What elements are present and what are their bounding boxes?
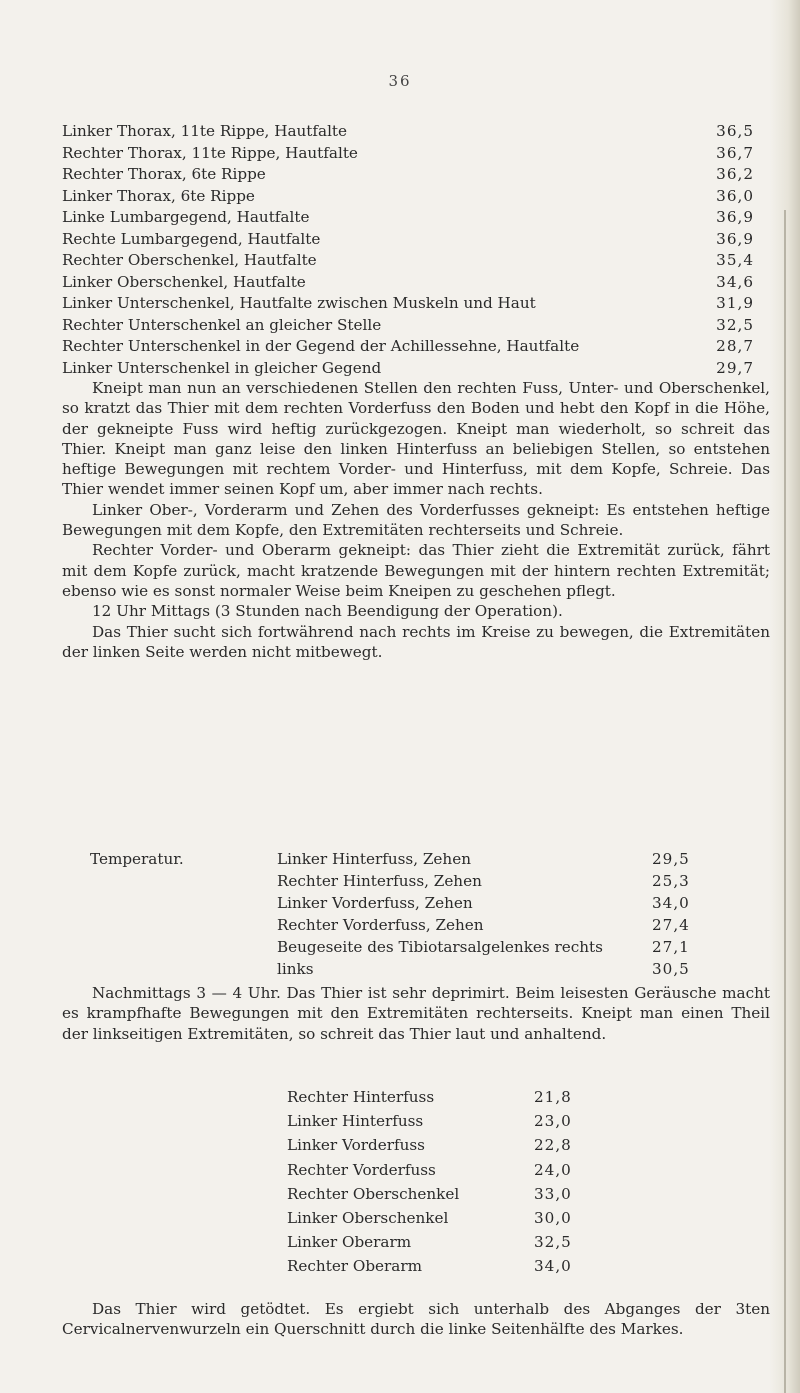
row-label: Linker Unterschenkel, Hautfalte zwischen Muskeln und Haut — [62, 294, 536, 312]
row-label: Rechter Oberschenkel, Hautfalte — [62, 251, 317, 269]
row-value: 36,7 — [716, 143, 754, 162]
row-value: 30,5 — [652, 960, 690, 978]
row-value: 33,0 — [534, 1184, 572, 1203]
paragraph: Linker Ober-, Vorderarm und Zehen des Vorderfusses gekneipt: Es entstehen heftige Bewegungen mit dem Kopfe, den Extremitäten rechterseits und Schreie. — [62, 500, 770, 540]
paragraph-block-3 — [62, 1299, 770, 1340]
table-row — [62, 914, 772, 936]
paragraph: Nachmittags 3 — 4 Uhr. Das Thier ist sehr deprimirt. Beim leisesten Geräusche macht es krampfhafte Bewegungen mit den Extremitäten rechterseits. Kneipt man einen Theil der linkseitigen Extremitäten, so schreit das Thier laut und anhaltend. — [62, 984, 770, 1043]
row-label: Rechter Thorax, 11te Rippe, Hautfalte — [62, 143, 358, 162]
paragraph: Kneipt man nun an verschiedenen Stellen den rechten Fuss, Unter- und Oberschenkel, so kratzt das Thier mit dem rechten Vorderfuss den Boden und hebt den Kopf in die Höhe, der gekneipte Fuss wird heftig zurückgezogen. Kneipt man wiederholt, so schreit das Thier. Kneipt man ganz leise den linken Hinterfuss an beliebigen Stellen, so entstehen heftige Bewegungen mit rechtem Vorder- und Hinterfuss, mit dem Kopfe, Schreie. Das Thier wendet immer seinen Kopf um, aber immer nach rechts. — [62, 379, 770, 499]
row-label: Rechter Unterschenkel in der Gegend der Achillessehne, Hautfalte — [62, 337, 580, 355]
paragraph: 12 Uhr Mittags (3 Stunden nach Beendigung der Operation). — [92, 602, 563, 621]
row-label: Linker Oberschenkel — [287, 1209, 449, 1227]
row-label: links — [277, 960, 314, 978]
paragraph-block-2 — [62, 983, 770, 1044]
table-row — [62, 958, 772, 980]
table-row — [62, 206, 772, 228]
row-value: 36,0 — [716, 186, 754, 205]
row-value: 31,9 — [716, 294, 754, 312]
row-label: Linker Thorax, 11te Rippe, Hautfalte — [62, 122, 348, 140]
row-label: Rechter Oberschenkel — [287, 1184, 460, 1203]
table-row — [62, 848, 772, 870]
row-value: 34,0 — [652, 894, 690, 912]
table-row — [62, 120, 772, 142]
table-row — [62, 335, 772, 357]
row-value: 36,9 — [716, 229, 754, 248]
row-label: Linker Thorax, 6te Rippe — [62, 186, 255, 205]
row-value: 30,0 — [534, 1209, 572, 1227]
row-value: 29,5 — [652, 850, 690, 868]
row-label: Linker Vorderfuss — [287, 1136, 425, 1155]
paragraph-block-1 — [62, 378, 770, 662]
row-label: Rechter Unterschenkel an gleicher Stelle — [62, 315, 382, 334]
row-value: 28,7 — [716, 337, 754, 355]
row-label: Linker Oberarm — [287, 1233, 412, 1252]
row-label: Linke Lumbargegend, Hautfalte — [62, 208, 310, 226]
row-label: Beugeseite des Tibiotarsalgelenkes rechts — [277, 938, 603, 956]
table-row — [62, 870, 772, 892]
row-label: Rechter Hinterfuss — [287, 1088, 435, 1106]
row-value: 32,5 — [534, 1233, 572, 1252]
row-value: 36,5 — [716, 122, 754, 140]
row-value: 34,0 — [534, 1257, 572, 1276]
paragraph: Das Thier sucht sich fortwährend nach rechts im Kreise zu bewegen, die Extremitäten der linken Seite werden nicht mitbewegt. — [62, 622, 770, 661]
table-row — [62, 1231, 772, 1253]
table-row — [62, 292, 772, 314]
row-value: 24,0 — [534, 1160, 572, 1179]
table-row — [62, 249, 772, 271]
row-label: Linker Hinterfuss — [287, 1112, 424, 1131]
table-row — [62, 271, 772, 293]
temperature-label: Temperatur. — [90, 850, 184, 868]
row-value: 36,2 — [716, 165, 754, 183]
row-label: Rechte Lumbargegend, Hautfalte — [62, 229, 321, 248]
table-row — [62, 357, 772, 379]
page-number: 36 — [388, 72, 412, 90]
table-row — [62, 1134, 772, 1156]
table-row — [62, 1255, 772, 1277]
row-label: Linker Oberschenkel, Hautfalte — [62, 272, 306, 291]
table-row — [62, 1159, 772, 1181]
row-value: 22,8 — [534, 1136, 572, 1155]
paragraph: Das Thier wird getödtet. Es ergiebt sich unterhalb des Abganges der 3ten Cervicalnervenwurzeln ein Querschnitt durch die linke Seitenhälfte des Markes. — [62, 1300, 770, 1339]
row-value: 27,1 — [652, 938, 690, 956]
row-value: 21,8 — [534, 1088, 572, 1106]
row-value: 32,5 — [716, 315, 754, 334]
paragraph: Rechter Vorder- und Oberarm gekneipt: das Thier zieht die Extremität zurück, fährt mit dem Kopfe zurück, macht kratzende Bewegungen mit der hintern rechten Extremität; ebenso wie es sonst normaler Weise beim Kneipen zu geschehen pflegt. — [62, 541, 770, 600]
row-value: 25,3 — [652, 872, 690, 890]
table-row — [62, 936, 772, 958]
table-row — [62, 314, 772, 336]
table-row — [62, 1207, 772, 1229]
row-value: 36,9 — [716, 208, 754, 226]
table-row — [62, 1183, 772, 1205]
table-row — [62, 892, 772, 914]
table-row — [62, 185, 772, 207]
table-row — [62, 142, 772, 164]
row-label: Rechter Thorax, 6te Rippe — [62, 165, 266, 183]
row-value: 27,4 — [652, 916, 690, 934]
table-row — [62, 228, 772, 250]
row-label: Rechter Oberarm — [287, 1257, 423, 1276]
row-label: Rechter Vorderfuss — [287, 1160, 436, 1179]
row-value: 34,6 — [716, 272, 754, 291]
row-value: 35,4 — [716, 251, 754, 269]
row-label: Linker Hinterfuss, Zehen — [277, 850, 471, 868]
page-gutter-line — [784, 210, 786, 1393]
table-row — [62, 1110, 772, 1132]
row-label: Rechter Vorderfuss, Zehen — [277, 916, 484, 934]
table-row — [62, 1086, 772, 1108]
row-value: 23,0 — [534, 1112, 572, 1131]
row-label: Linker Vorderfuss, Zehen — [277, 894, 473, 912]
row-label: Linker Unterschenkel in gleicher Gegend — [62, 358, 382, 377]
row-value: 29,7 — [716, 358, 754, 377]
table-row — [62, 163, 772, 185]
row-label: Rechter Hinterfuss, Zehen — [277, 872, 482, 890]
